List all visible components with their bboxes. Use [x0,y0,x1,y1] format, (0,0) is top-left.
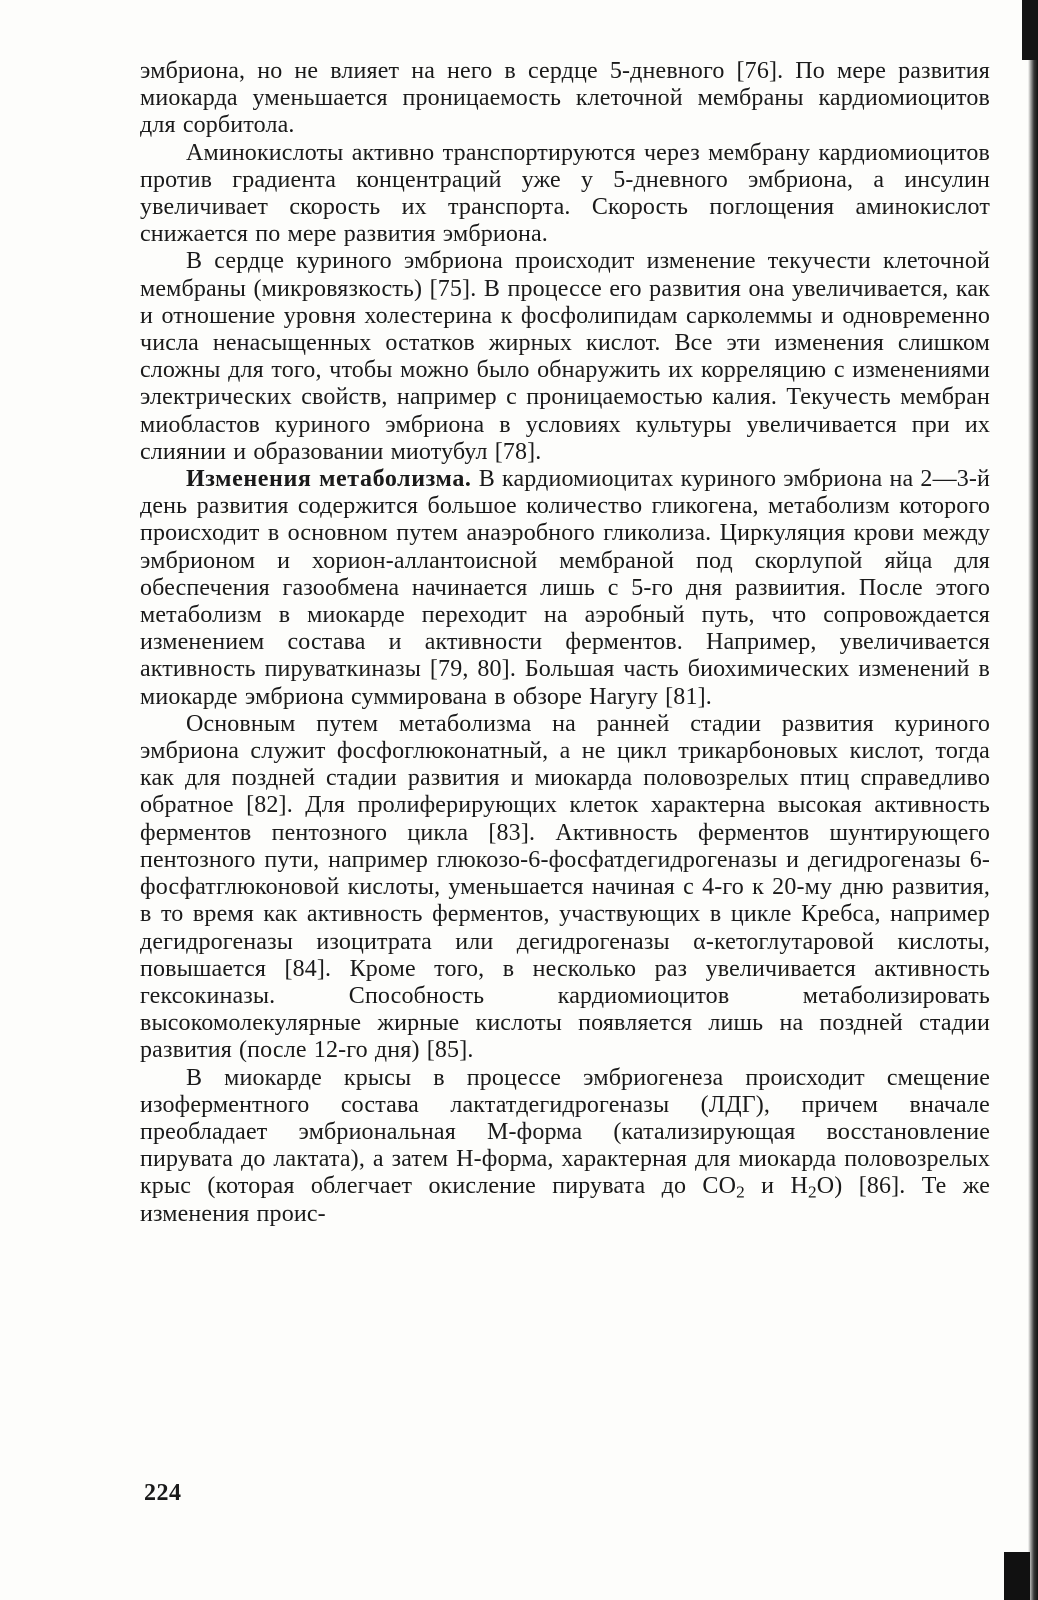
section-text: В кардиомиоцитах куриного эмбриона на 2—3-й день развития содержится большое количество гликогена, метаболизм которого происходит в основном путем анаэробного гликолиза. Циркуляция крови между эмбрионом и хорион-аллантоисной мембраной под скорлупой яйца для обеспечения газообмена начинается лишь с 5-го дня развиития. После этого метаболизм в миокарде переходит на аэробный путь, что сопровождается изменением состава и активности ферментов. Например, увеличивается активность пируваткиназы [79, 80]. Большая часть биохимических изменений в миокарде эмбриона суммирована в обзоре Haryry [81]. [140,466,991,710]
page-body [140,58,990,1228]
ldh-text-end: O) [86]. Те же изменения проис- [140,1173,990,1227]
scan-edge-top [1022,0,1038,60]
section-title: Изменения метаболизма. [186,466,472,493]
ldh-text-start: В миокарде крысы в процессе эмбриогенеза происходит смещение изоферментного состава лактатдегидрогеназы (ЛДГ), причем вначале преобладает эмбриональная М-форма (катализирующая восстановление пирувата до лактата), а затем Н-форма, характерная для миокарда половозрелых крыс (которая облегчает окисление пирувата до CO [140,1064,990,1200]
paragraph-amino-acids: Аминокислоты активно транспортируются через мембрану кардиомиоцитов против градиента концентраций уже у 5-дневного эмбриона, а инсулин увеличивает скорость их транспорта. Скорость поглощения аминокислот снижается по мере развития эмбриона. [140,139,990,248]
paragraph-membrane-fluidity: В сердце куриного эмбриона происходит изменение текучести клеточной мембраны (микровязкость) [75]. В процессе его развития она увеличивается, как и отношение уровня холестерина к фосфолипидам сарколеммы и одновременно числа ненасыщенных остатков жирных кислот. Все эти изменения слишком сложны для того, чтобы можно было обнаружить их корреляцию с изменениями электрических свойств, например с проницаемостью калия. Текучесть мембран миобластов куриного эмбриона в условиях культуры увеличивается при их слиянии и образовании миотубул [78]. [140,248,990,465]
co2-subscript: 2 [736,1182,745,1202]
page-number: 224 [144,1480,182,1506]
paragraph-ldh [140,1065,990,1228]
scan-edge-shadow [1028,0,1038,1600]
paragraph-metabolism-changes [140,466,990,711]
paragraph-membrane-sorbitol: эмбриона, но не влияет на него в сердце 5-дневного [76]. По мере развития миокарда уменьшается проницаемость клеточной мембраны кардиомиоцитов для сорбитола. [140,58,990,139]
ldh-text-middle: и H [744,1173,808,1200]
scan-corner-mark [1004,1552,1030,1600]
paragraph-phosphogluconate: Основным путем метаболизма на ранней стадии развития куриного эмбриона служит фосфоглюконатный, а не цикл трикарбоновых кислот, тогда как для поздней стадии развития и миокарда половозрелых птиц справедливо обратное [82]. Для пролиферирующих клеток характерна высокая активность ферментов пентозного цикла [83]. Активность ферментов шунтирующего пентозного пути, например глюкозо-6-фосфатдегидрогеназы и дегидрогеназы 6-фосфатглюконовой кислоты, уменьшается начиная с 4-го к 20-му дню развития, в то время как активность ферментов, участвующих в цикле Кребса, например дегидрогеназы изоцитрата или дегидрогеназы α-кетоглутаровой кислоты, повышается [84]. Кроме того, в несколько раз увеличивается активность гексокиназы. Способность кардиомиоцитов метаболизировать высокомолекулярные жирные кислоты появляется лишь на поздней стадии развития (после 12-го дня) [85]. [140,710,990,1064]
h2o-subscript: 2 [807,1182,817,1202]
